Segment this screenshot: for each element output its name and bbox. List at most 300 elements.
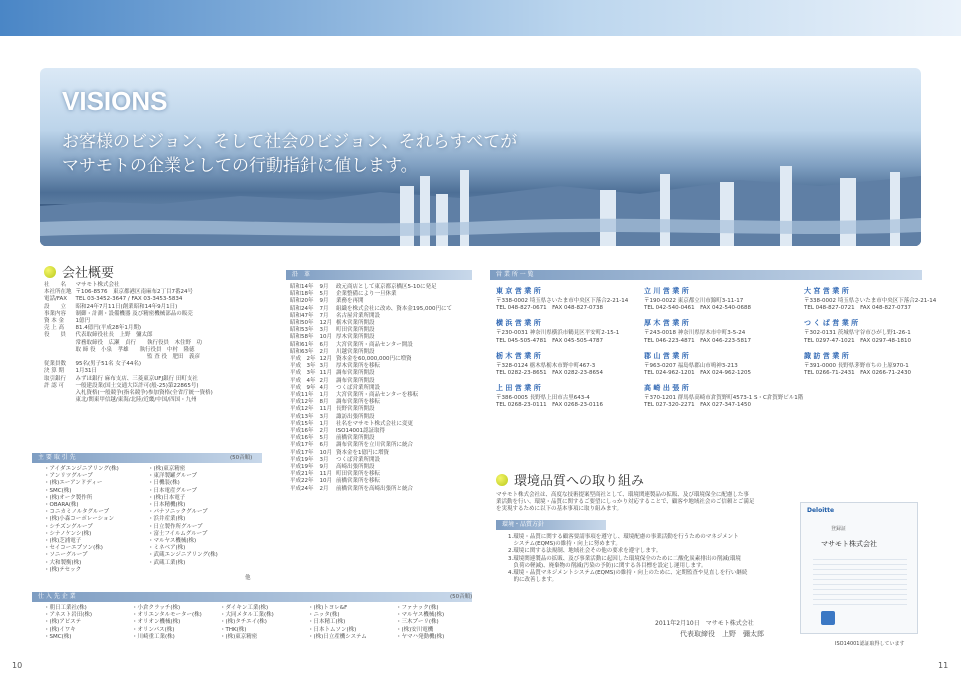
environment-intro-line: を実現するために以下の基本事項に取り組みます。 — [496, 506, 623, 513]
office-address: 〒370-1201 群馬県高崎市倉賀野町4573-1 S・C倉賀野ビル1階 — [644, 395, 804, 402]
certificate-text-lines — [813, 555, 907, 605]
history-cell: 5月 — [319, 435, 329, 442]
bullet-icon — [496, 474, 508, 486]
customer-item: ・(株)エーアンドディー — [44, 480, 103, 487]
certificate-company: マサモト株式会社 — [821, 540, 877, 548]
certificate-logo: Deloitte — [807, 507, 835, 514]
history-cell: 平成24年 — [290, 485, 314, 492]
supplier-item: ・オリオン機械(株) — [132, 619, 181, 626]
history-cell: 平成 9年 — [290, 384, 316, 391]
company-cell: 入札資格(一般競争(指名競争)参加資格(全省庁統一資格) — [75, 390, 213, 397]
office-address: 〒328-0124 栃木県栃木市野中町467-3 — [496, 362, 596, 369]
history-cell: 12月 — [319, 320, 332, 327]
history-cell: 昭和61年 — [290, 341, 314, 348]
city-skyline-image — [40, 166, 921, 246]
supplier-item: ・ダイキン工業(株) — [220, 605, 269, 611]
history-cell: 2月 — [319, 485, 329, 492]
history-cell: 3月 — [319, 456, 329, 463]
history-cell: 平成19年 — [290, 456, 314, 463]
history-row — [290, 313, 456, 320]
company-cell: 許 認 可 — [44, 382, 64, 389]
history-row — [290, 334, 456, 341]
office-item — [804, 351, 924, 377]
history-cell: 11月 — [319, 406, 332, 413]
cert-mark-icon — [821, 611, 835, 625]
history-cell: 大宮営業所・商品センターを移転 — [336, 392, 419, 399]
company-cell: 役 員 — [44, 332, 67, 339]
customer-item: ・大和製衡(株) — [44, 559, 82, 566]
office-phone: TEL 045-505-4781 FAX 045-505-4787 — [496, 337, 604, 344]
customer-item: ・日機装(株) — [148, 480, 180, 487]
iso-certificate-image — [800, 502, 918, 634]
customer-item: ・SMC(株) — [44, 487, 72, 494]
history-cell: 昭和14年 — [290, 284, 314, 290]
office-name: つ く ば 営 業 所 — [804, 319, 859, 328]
officer-spacer — [44, 340, 76, 347]
company-cell: マサモト株式会社 — [75, 282, 120, 288]
office-name: 高 崎 出 張 所 — [644, 384, 689, 393]
policy-bar: 環境・品質方針 — [496, 520, 606, 530]
history-row — [290, 385, 456, 392]
history-cell: 平成15年 — [290, 420, 314, 427]
history-bar: 沿 革 — [286, 270, 472, 280]
company-row — [44, 376, 217, 383]
history-cell: 昭和53年 — [290, 327, 314, 334]
suppliers-note: (50音順) — [450, 594, 473, 600]
company-cell: 資 本 金 — [44, 318, 64, 325]
supplier-item: ・(株)トヨレ&F — [308, 605, 348, 611]
supplier-item: ・マルヤス機械(株) — [396, 612, 445, 619]
supplier-item: ・(株)アピステ — [44, 619, 82, 626]
customer-item: ・浜井産業(株) — [148, 516, 186, 523]
office-name: 栃 木 営 業 所 — [496, 351, 541, 360]
company-cell: 事業内容 — [44, 310, 67, 317]
customer-item: ・(株)オーク製作所 — [44, 494, 93, 501]
customers-list-col2 — [148, 466, 218, 567]
customer-item: ・日本電産グループ — [148, 487, 198, 494]
environment-policy-item: 負荷の軽減)、廃棄物の削減(汚染の予防)に関する各目標を設定し運用します。 — [508, 562, 707, 569]
supplier-item: ・オリエンタルモーター(株) — [132, 612, 202, 619]
office-name: 郡 山 営 業 所 — [644, 351, 689, 360]
history-row — [290, 298, 456, 305]
history-cell: 2月 — [319, 377, 329, 384]
history-cell: 平成 4年 — [290, 377, 316, 384]
customer-item: ・(株)小森コーポレーション — [44, 516, 115, 523]
history-cell: 6月 — [319, 341, 329, 348]
history-row — [290, 478, 456, 485]
history-cell: 昭和18年 — [290, 291, 314, 298]
history-cell: 昭和47年 — [290, 312, 314, 319]
office-phone: TEL 0297-47-1021 FAX 0297-48-1810 — [804, 337, 912, 344]
page-number-right: 11 — [938, 661, 949, 670]
supplier-item: ・アネスト岩田(株) — [44, 612, 93, 619]
history-cell: 8月 — [319, 399, 329, 406]
customer-item: ・(株)日本電子 — [148, 494, 186, 501]
customer-item: ・武蔵工業(株) — [148, 559, 186, 566]
company-cell — [44, 390, 76, 397]
history-cell: 昭和58年 — [290, 334, 314, 341]
supplier-item: ・(株)日立産機システム — [308, 633, 367, 640]
history-cell: 調布営業所を立川営業所に統合 — [336, 442, 414, 449]
history-cell: 平成21年 — [290, 471, 314, 478]
customer-item: ・セイコーエプソン(株) — [44, 545, 103, 552]
company-cell: 従業員数 — [44, 361, 67, 368]
office-phone: TEL 024-962-1201 FAX 024-962-1205 — [644, 370, 752, 377]
history-row — [290, 414, 456, 421]
officer-line: 取 締 役 小泉 孝雄 執行役員 中村 隆徳 — [75, 346, 195, 353]
supplier-item: ・(株)イワキ — [44, 626, 76, 633]
company-row — [44, 361, 217, 368]
bullet-icon — [44, 266, 56, 278]
history-cell: 平成17年 — [290, 442, 314, 449]
supplier-item: ・日本精工(株) — [308, 619, 346, 626]
supplier-col — [220, 605, 296, 641]
customer-item: ・コニカミノルタグループ — [44, 509, 110, 516]
history-cell: つくば営業所開設 — [336, 384, 381, 391]
history-cell: 資本金を1億円に増資 — [336, 449, 389, 456]
customer-item: ・(株)東京精密 — [148, 466, 186, 472]
office-name: 東 京 営 業 所 — [496, 287, 541, 295]
history-cell: 厚木営業所開設 — [336, 334, 375, 341]
supplier-item: ・ニッタ(株) — [308, 612, 340, 619]
supplier-item: ・(株)タチエイ(株) — [220, 619, 267, 626]
company-cell: 設 立 — [44, 303, 67, 310]
top-banner — [0, 0, 961, 36]
history-cell: 9月 — [319, 284, 329, 290]
office-phone: TEL 0266-71-2431 FAX 0266-71-2430 — [804, 370, 912, 377]
history-cell: 平成12年 — [290, 406, 314, 413]
customer-item: ・アンリツグループ — [44, 473, 93, 480]
history-cell: 7月 — [319, 312, 329, 319]
office-item — [804, 286, 937, 312]
history-cell: 資本金を60,000,000円に増資 — [336, 356, 412, 363]
office-address: 〒391-0000 長野県茅野市ちの上原970-1 — [804, 362, 909, 369]
history-cell: 7月 — [319, 305, 329, 312]
history-cell: 栃木営業所開設 — [336, 320, 375, 327]
history-cell: 昭和20年 — [290, 298, 314, 305]
office-address: 〒243-0018 神奈川県厚木市中町3-5-24 — [644, 330, 746, 337]
environment-policy-item: 1.環境・品質に関する顧客要請事項を遵守し、環境配慮の事業活動を行うためのマネジメント — [508, 534, 739, 540]
customers-list-col1 — [44, 466, 119, 574]
supplier-col — [308, 605, 384, 641]
history-cell: 10月 — [319, 478, 332, 485]
history-cell: 企業整備により一旦休業 — [336, 291, 397, 298]
office-name: 諏 訪 営 業 所 — [804, 351, 849, 360]
customer-item: ・富士フイルムグループ — [148, 530, 208, 537]
history-cell: 2月 — [319, 348, 329, 355]
history-row — [290, 349, 456, 356]
company-cell: TEL 03-3452-3647 / FAX 03-3453-5834 — [75, 296, 183, 303]
page-number-left: 10 — [12, 661, 23, 670]
supplier-col — [44, 605, 120, 641]
customer-item: ・(株)芝浦電子 — [44, 538, 82, 545]
certificate-note: ISO14001認証取得しています — [835, 641, 905, 647]
history-cell: 9月 — [319, 298, 329, 305]
officer-spacer — [44, 347, 76, 354]
certificate-caption: 登録証 — [831, 526, 847, 532]
history-cell: 5月 — [319, 291, 329, 298]
customer-item: ・武蔵エンジニアリング(株) — [148, 552, 218, 559]
office-phone: TEL 048-827-0671 FAX 048-827-0738 — [496, 305, 604, 312]
history-cell: 前橋営業所開設 — [336, 435, 375, 442]
history-cell: 6月 — [319, 442, 329, 449]
office-address: 〒386-0005 長野県上田市古里643-4 — [496, 395, 590, 402]
history-cell: 平成13年 — [290, 413, 314, 420]
office-address: 〒230-0031 神奈川県横浜市鶴見区平安町2-15-1 — [496, 330, 620, 337]
supplier-item: ・大同メタル工業(株) — [220, 612, 274, 619]
office-phone: TEL 0268-23-0111 FAX 0268-23-0116 — [496, 402, 604, 409]
environment-date: 2011年2月10日 マサモト株式会社 — [655, 620, 754, 627]
customers-bar: 主 要 取 引 先 — [32, 453, 262, 463]
supplier-item: ・川崎重工業(株) — [132, 633, 175, 640]
history-row — [290, 442, 456, 449]
supplier-item: ・(株)安川電機 — [396, 626, 434, 633]
company-cell: 1月31日 — [75, 368, 98, 375]
history-cell: ISO14001認証取得 — [336, 428, 385, 435]
office-name: 大 宮 営 業 所 — [804, 287, 849, 295]
customer-item: ・パナソニックグループ — [148, 509, 208, 516]
supplier-item: ・ファナック(株) — [396, 605, 439, 611]
environment-intro-line: マサモト株式会社は、高度な技術提案型商社として、環境関連製品の拡販、及び環境保全に配慮した事 — [496, 492, 749, 498]
history-cell: 10月 — [319, 449, 332, 456]
company-cell: 制御・計測・設備機器 及び精密機械部品の販売 — [75, 310, 193, 317]
office-item — [496, 318, 644, 344]
office-phone: TEL 042-540-0461 FAX 042-540-0688 — [644, 305, 752, 312]
history-cell: 調布営業所開設 — [336, 377, 375, 384]
customer-item: ・(株)テセック — [44, 566, 82, 573]
history-row — [290, 486, 456, 493]
customer-item: ・シチズングループ — [44, 523, 93, 530]
history-cell: 10月 — [319, 334, 332, 341]
company-row — [44, 296, 217, 303]
company-info-table — [44, 282, 217, 404]
history-table — [290, 284, 456, 493]
history-cell: 諏訪出張所開設 — [336, 413, 375, 420]
history-cell: 平成 3年 — [290, 363, 316, 370]
supplier-item: ・(株)東京精密 — [220, 633, 258, 640]
history-row — [290, 370, 456, 377]
history-row — [290, 450, 456, 457]
company-row — [44, 311, 217, 318]
company-row — [44, 397, 217, 404]
company-cell: みずほ銀行 麻布支店、三菱東京UFJ銀行 田町支社 — [75, 375, 198, 382]
company-cell: 本社所在地 — [44, 289, 72, 296]
company-cell: 一般建設業(国土交通大臣許可(般-25)第22865号) — [75, 382, 199, 389]
history-cell: 高崎出張所開設 — [336, 464, 375, 471]
office-name: 横 浜 営 業 所 — [496, 319, 541, 328]
history-cell: 平成22年 — [290, 478, 314, 485]
company-row — [44, 289, 217, 296]
environment-intro — [496, 492, 754, 514]
supplier-item: ・三木プーリ(株) — [396, 619, 439, 626]
office-address: 〒190-0022 東京都立川市錦町3-11-17 — [644, 298, 744, 304]
company-cell: 〒106-8576 東京都港区南麻布2丁目7番24号 — [75, 289, 193, 296]
suppliers-list — [44, 605, 472, 641]
supplier-col — [396, 605, 472, 641]
company-cell — [44, 397, 76, 404]
history-cell: 平成 2年 — [290, 356, 316, 363]
history-cell: 昭和50年 — [290, 320, 314, 327]
history-cell: 平成11年 — [290, 392, 314, 399]
customer-item: ・ソニーグループ — [44, 552, 88, 559]
history-cell: 11月 — [319, 471, 332, 478]
history-cell: 11月 — [319, 370, 332, 377]
history-cell: 3月 — [319, 363, 329, 370]
office-item — [644, 318, 804, 344]
office-item — [644, 351, 804, 377]
hero-tagline-2: マサモトの企業としての行動指針に値します。 — [62, 156, 418, 176]
history-cell: 政元商店として東京都京橋区5-10に発足 — [336, 284, 437, 290]
office-name: 上 田 営 業 所 — [496, 384, 541, 393]
history-cell: 名古屋営業所開設 — [336, 312, 381, 319]
history-row — [290, 406, 456, 413]
history-cell: 平成19年 — [290, 464, 314, 471]
environment-policy-item: 3.環境関連製品の拡販、及び事業活動に起因した環境保全のために二酸化炭素排出の削減(環境 — [508, 555, 741, 562]
office-phone: TEL 0282-23-8651 FAX 0282-23-8654 — [496, 370, 604, 377]
office-item — [496, 383, 644, 409]
history-cell: 平成16年 — [290, 428, 314, 435]
offices-bar: 営 業 所 一 覧 — [490, 270, 922, 280]
hero-tagline-1: お客様のビジョン、そして社会のビジョン、それらすべてが — [62, 132, 518, 152]
officer-row — [44, 340, 217, 347]
history-cell: 大宮営業所・商品センター開設 — [336, 341, 413, 348]
history-cell: 町田営業所を移転 — [336, 471, 381, 478]
office-phone: TEL 046-223-4871 FAX 046-223-5817 — [644, 337, 752, 344]
history-cell: 前橋営業所を移転 — [336, 478, 381, 485]
company-row — [44, 368, 217, 375]
hero-title: VISIONS — [62, 86, 168, 116]
office-address: 〒338-0002 埼玉県さいたま市中央区下落合2-21-14 — [496, 298, 629, 304]
brand-label: MASAMOTO corporate profile — [60, 38, 220, 50]
office-item — [644, 286, 804, 312]
environment-policy-list — [508, 534, 747, 584]
history-cell: 4月 — [319, 384, 329, 391]
history-row — [290, 342, 456, 349]
office-address: 〒302-0131 茨城県守谷市ひがし野1-26-1 — [804, 330, 911, 337]
history-row — [290, 457, 456, 464]
history-cell: 1月 — [319, 392, 329, 399]
company-cell: 代表取締役社長 上野 彌太郎 — [75, 332, 153, 339]
history-cell: 昭和63年 — [290, 348, 314, 355]
customers-note: (50音順) — [230, 455, 253, 461]
history-row — [290, 306, 456, 313]
customer-item: ・OBARA(株) — [44, 502, 79, 509]
supplier-item: ・朝日工業社(株) — [44, 605, 87, 611]
history-cell: 昭和24年 — [290, 305, 314, 312]
history-cell: 平成 3年 — [290, 370, 316, 377]
customer-item: ・ミネベア(株) — [148, 545, 186, 552]
company-row — [44, 304, 217, 311]
officer-line: 監 査 役 肥田 義彦 — [75, 354, 201, 361]
environment-title: 環境品質への取り組み — [496, 470, 644, 489]
office-item — [496, 286, 644, 312]
environment-policy-item: システム(EQMS)の維持・向上に努めます。 — [508, 541, 621, 548]
history-cell: 厚木営業所を移転 — [336, 363, 381, 370]
supplier-item: ・THK(株) — [220, 626, 247, 633]
environment-policy-item: 4.環境・品質マネジメントシステム(EQMS)の維持・向上のために、定期監査や見直しを行い継続 — [508, 570, 748, 577]
office-name: 厚 木 営 業 所 — [644, 319, 689, 328]
company-cell: 81.4億円(平成28年1月期) — [75, 325, 142, 332]
company-cell: 95名(男子51名 女子44名) — [75, 361, 142, 368]
offices-grid — [496, 286, 937, 410]
history-cell: 組織を株式会社に改め、資本金195,000円にて — [336, 305, 453, 312]
history-cell: 9月 — [319, 464, 329, 471]
history-cell: 2月 — [319, 428, 329, 435]
history-cell: 平成17年 — [290, 449, 314, 456]
company-cell: 東北/関東甲信越/東海/北陸/近畿/中国/四国・九州 — [75, 397, 197, 404]
officer-row — [44, 347, 217, 354]
history-cell: 3月 — [319, 327, 329, 334]
customers-other: 他 — [245, 575, 251, 581]
office-item — [644, 383, 804, 409]
history-cell: 前橋営業所を高崎出張所と統合 — [336, 485, 414, 492]
office-item — [804, 318, 924, 344]
company-cell: 電話/FAX — [44, 296, 68, 303]
customer-item: ・日本精機(株) — [148, 502, 186, 509]
company-row — [44, 332, 217, 339]
customer-item: ・日立製作所グループ — [148, 523, 203, 530]
supplier-item: ・SMC(株) — [44, 633, 72, 640]
history-row — [290, 291, 456, 298]
history-cell: 3月 — [319, 413, 329, 420]
history-cell: 社名をマサモト株式会社に変更 — [336, 420, 414, 427]
customer-item: ・シナノケンシ(株) — [44, 530, 92, 537]
history-cell: 町田営業所開設 — [336, 327, 375, 334]
history-cell: 12月 — [319, 356, 332, 363]
company-cell: 昭和24年7月11日(創業昭和14年9月1日) — [75, 303, 178, 310]
supplier-item: ・ヤマハ発動機(株) — [396, 633, 445, 640]
history-cell: 平成12年 — [290, 399, 314, 406]
history-cell: つくば営業所開設 — [336, 456, 381, 463]
officer-line: 常務取締役 広瀬 貞行 執行役員 木住野 功 — [75, 339, 203, 346]
company-cell: 1億円 — [75, 318, 91, 325]
company-cell: 社 名 — [44, 282, 67, 288]
office-phone: TEL 027-320-2271 FAX 027-347-1450 — [644, 402, 752, 409]
history-cell: 平成16年 — [290, 435, 314, 442]
company-overview-title: 会社概要 — [44, 262, 114, 281]
history-row — [290, 378, 456, 385]
company-cell: 売 上 高 — [44, 325, 64, 332]
customer-item: ・東洋製罐グループ — [148, 473, 198, 480]
company-cell: 決 算 期 — [44, 368, 64, 375]
history-cell: 川越営業所開設 — [336, 348, 375, 355]
history-cell: 調布営業所を移転 — [336, 399, 381, 406]
environment-signer: 代表取締役 上野 彌太郎 — [680, 630, 764, 638]
suppliers-bar: 仕 入 先 企 業 — [32, 592, 472, 602]
company-row — [44, 383, 217, 390]
environment-intro-line: 業活動を行い、環境・品質に関するご要望にしっかり対応することで、顧客や地域社会のご信頼とご満足 — [496, 499, 755, 506]
office-address: 〒338-0002 埼玉県さいたま市中央区下落合2-21-14 — [804, 298, 937, 304]
history-row — [290, 421, 456, 428]
customer-item: ・マルヤス機械(株) — [148, 538, 197, 545]
history-cell: 1月 — [319, 420, 329, 427]
supplier-item: ・日本トムソン(株) — [308, 626, 357, 633]
history-cell: 調布営業所開設 — [336, 370, 375, 377]
history-cell: 業務を再開 — [336, 298, 364, 305]
office-phone: TEL 048-827-0721 FAX 048-827-0737 — [804, 305, 912, 312]
company-cell: 取引銀行 — [44, 375, 67, 382]
supplier-col — [132, 605, 208, 641]
environment-policy-item: 2.環境に関する法規制、地域社会その他の要求を遵守します。 — [508, 548, 662, 555]
office-name: 立 川 営 業 所 — [644, 287, 689, 295]
office-item — [496, 351, 644, 377]
supplier-item: ・オリンパス(株) — [132, 626, 175, 633]
history-cell: 長野営業所開設 — [336, 406, 375, 413]
environment-policy-item: 的に改善します。 — [508, 577, 558, 584]
customer-item: ・アイダエンジニアリング(株) — [44, 466, 119, 472]
office-address: 〒963-0207 福島県郡山市鳴神3-213 — [644, 362, 738, 369]
supplier-item: ・小倉クラッチ(株) — [132, 605, 181, 611]
